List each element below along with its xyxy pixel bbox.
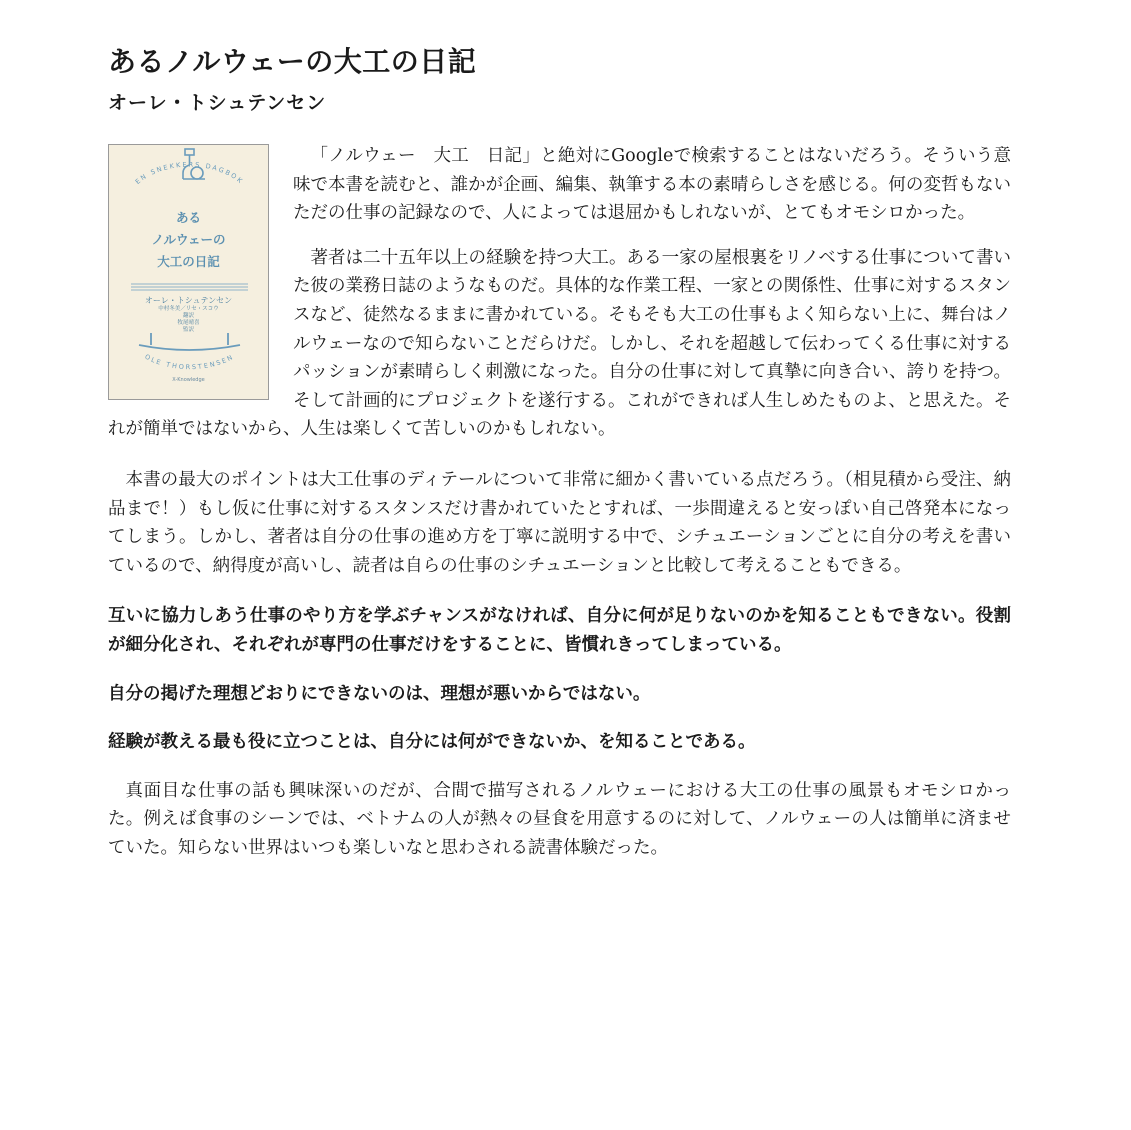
page-title: あるノルウェーの大工の日記 [108, 45, 477, 78]
quote-paragraph: 経験が教える最も役に立つことは、自分には何ができないか、を知ることである。 [108, 732, 756, 753]
cover-author-name: オーレ・トシュテンセン [144, 296, 233, 305]
cover-translator-line: 中村冬美／リセ・スコウ [158, 306, 219, 312]
cover-title-line: ノルウェーの [151, 232, 226, 247]
cover-translator-line: 牧尾晴喜 [177, 320, 200, 326]
body-paragraph: 「ノルウェー 大工 日記」と絶対にGoogleで検索することはないだろう。そういう意味で本書を読むと、誰かが企画、編集、執筆する本の素晴らしさを感じる。何の変哲もないただの仕事の記録なので、人によっては退屈かもしれないが、とてもオモシロかった。 [293, 146, 1011, 224]
cover-divider [131, 284, 248, 290]
svg-text:OLE THORSTENSEN [143, 353, 235, 372]
svg-text:EN SNEKKERS DAGBOK [134, 161, 245, 186]
book-author: オーレ・トシュテンセン [108, 92, 327, 114]
intro-section [108, 142, 1011, 444]
body-paragraph: 著者は二十五年以上の経験を持つ大工。ある一家の屋根裏をリノベする仕事について書いた彼の業務日誌のようなものだ。具体的な作業工程、一家との関係性、仕事に対するスタンスなど、徒然なるままに書かれている。そもそも大工の仕事もよく知らない上に、舞台はノルウェーなので知らないことだらけだ。しかし、それを超越して伝わってくる仕事に対するパッションが素晴らしく刺激になった。自分の仕事に対して真摯に向き合い、誇りを持つ。そして計画的にプロジェクトを遂行する。これができれば人生しめたものよ、と思えた。それが簡単ではないから、人生は楽しくて苦しいのかもしれない。 [108, 247, 1011, 440]
cover-translators [109, 306, 268, 334]
cover-translator-line: 翻訳 [182, 313, 194, 319]
tool-illustration [139, 333, 240, 350]
cover-title-line: ある [175, 210, 201, 225]
body-paragraph: 真面目な仕事の話も興味深いのだが、合間で描写されるノルウェーにおける大工の仕事の風景もオモシロかった。例えば食事のシーンでは、ベトナムの人が熱々の昼食を用意するのに対して、ノルウェーの人は簡単に済ませていた。知らない世界はいつも楽しいなと思わされる読書体験だった。 [108, 780, 1011, 858]
body-paragraph: 本書の最大のポイントは大工仕事のディテールについて非常に細かく書いている点だろう。（相見積から受注、納品まで！）もし仮に仕事に対するスタンスだけ書かれていたとすれば、一歩間違えると安っぽい自己啓発本になってしまう。しかし、著者は自分の仕事の進め方を丁寧に説明する中で、シチュエーションごとに自分の考えを書いているので、納得度が高いし、読者は自らの仕事のシチュエーションと比較して考えることもできる。 [108, 469, 1011, 576]
cover-title-line: 大工の日記 [157, 254, 220, 269]
cover-arc-text: EN SNEKKERS DAGBOK [133, 160, 246, 186]
cover-translator-line: 監訳 [182, 327, 194, 333]
cover-title [109, 207, 268, 273]
book-cover-image [108, 144, 269, 400]
cover-bottom-arc-text: OLE THORSTENSEN [143, 352, 236, 372]
cover-author [109, 295, 268, 334]
cover-publisher: X-Knowledge [172, 377, 205, 383]
quote-paragraph: 自分の掲げた理想どおりにできないのは、理想が悪いからではない。 [108, 683, 651, 704]
quote-paragraph: 互いに協力しあう仕事のやり方を学ぶチャンスがなければ、自分に何が足りないのかを知ることもできない。役割が細分化され、それぞれが専門の仕事だけをすることに、皆慣れきってしまっている。 [108, 606, 1011, 655]
article [108, 40, 1011, 862]
